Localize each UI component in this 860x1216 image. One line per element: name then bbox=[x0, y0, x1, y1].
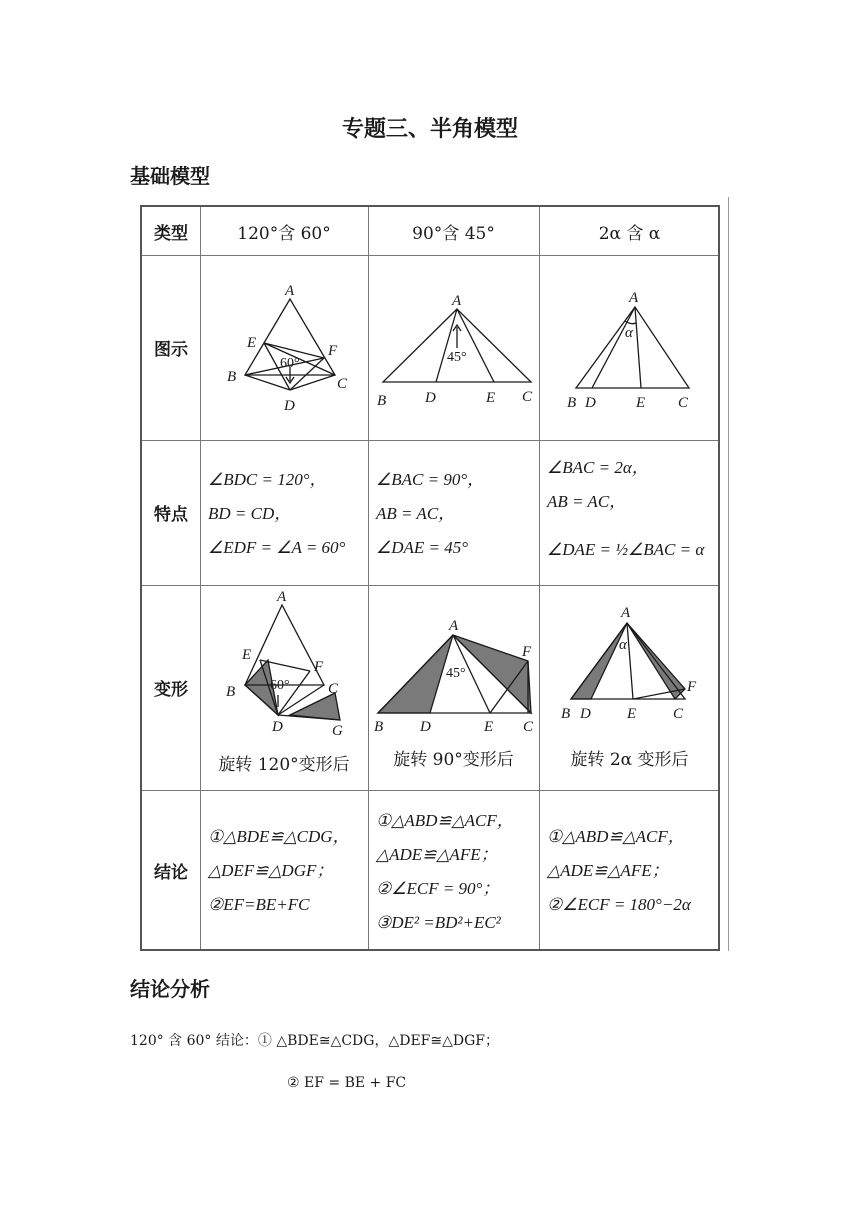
header-col3: 2α 含 α bbox=[598, 223, 661, 244]
label: A bbox=[277, 589, 287, 605]
diagram-90-45 bbox=[368, 255, 539, 440]
feature-line: ∠BDC = 120°， bbox=[208, 470, 327, 489]
row-label-features: 特点 bbox=[154, 505, 188, 525]
label: B bbox=[567, 395, 577, 411]
label: D bbox=[580, 706, 591, 722]
feature-line: AB = AC， bbox=[376, 504, 456, 523]
label: B bbox=[227, 369, 237, 385]
label: D bbox=[284, 398, 295, 414]
label: A bbox=[452, 293, 462, 309]
feature-line: ∠BAC = 2α， bbox=[547, 458, 649, 477]
feature-line: ∠DAE = ½∠BAC = α bbox=[547, 540, 705, 559]
label: B bbox=[226, 684, 236, 700]
label: C bbox=[523, 719, 534, 735]
conclusion-line: △DEF≌△DGF； bbox=[208, 861, 334, 880]
conclusion-col1 bbox=[200, 820, 368, 940]
conclusion-line: ②EF=BE+FC bbox=[208, 895, 310, 914]
variant-caption: 旋转 2α 变形后 bbox=[570, 750, 689, 770]
conclusion-line: ②∠ECF = 180°−2α bbox=[547, 895, 691, 914]
label: E bbox=[242, 647, 252, 663]
label: E bbox=[247, 335, 257, 351]
conclusion-line: ③DE² =BD²+EC² bbox=[376, 913, 501, 932]
label: 45° bbox=[447, 350, 467, 365]
section-heading-analysis: 结论分析 bbox=[130, 977, 210, 1001]
conclusion-line: ①△ABD≌△ACF， bbox=[547, 827, 685, 846]
label: F bbox=[687, 679, 697, 695]
header-col2: 90°含 45° bbox=[412, 223, 495, 244]
label: G bbox=[332, 723, 343, 739]
header-type: 类型 bbox=[154, 223, 188, 244]
section-heading-basic: 基础模型 bbox=[130, 164, 210, 188]
feature-line: ∠BAC = 90°， bbox=[376, 470, 485, 489]
label: C bbox=[328, 681, 339, 697]
feature-line: ∠DAE = 45° bbox=[376, 538, 469, 557]
label: D bbox=[585, 395, 596, 411]
label: α bbox=[625, 325, 633, 341]
label: A bbox=[285, 283, 295, 299]
model-table bbox=[140, 205, 720, 951]
label: B bbox=[561, 706, 571, 722]
label: A bbox=[629, 290, 639, 306]
label: C bbox=[337, 376, 348, 392]
conclusion-line: ②∠ECF = 90°； bbox=[376, 879, 500, 898]
diagram-2a-a bbox=[539, 255, 720, 440]
row-label-diagram: 图示 bbox=[154, 340, 188, 360]
label: D bbox=[425, 390, 436, 406]
conclusion-line: ①△BDE≌△CDG， bbox=[208, 827, 350, 846]
label: α bbox=[619, 637, 627, 653]
row-label-variant: 变形 bbox=[154, 680, 188, 700]
label: F bbox=[314, 659, 324, 675]
diagram-120-60 bbox=[200, 255, 368, 440]
analysis-line-2: ② EF = BE + FC bbox=[287, 1075, 407, 1091]
features-col3 bbox=[539, 451, 720, 581]
label: C bbox=[673, 706, 684, 722]
feature-line: AB = AC， bbox=[547, 492, 627, 511]
features-col1 bbox=[200, 463, 368, 583]
label: D bbox=[272, 719, 283, 735]
conclusion-line: ①△ABD≌△ACF， bbox=[376, 811, 514, 830]
label: A bbox=[621, 605, 631, 621]
feature-line: ∠EDF = ∠A = 60° bbox=[208, 538, 346, 557]
conclusion-col2 bbox=[368, 804, 539, 944]
label: F bbox=[328, 343, 338, 359]
analysis-line-1: 120° 含 60° 结论：① △BDE≅△CDG，△DEF≅△DGF； bbox=[130, 1033, 499, 1049]
label: D bbox=[420, 719, 431, 735]
label: F bbox=[522, 644, 532, 660]
page-title: 专题三、半角模型 bbox=[341, 117, 518, 142]
variant-diagram-120 bbox=[200, 585, 368, 790]
feature-line: BD = CD， bbox=[208, 504, 292, 523]
label: B bbox=[377, 393, 387, 409]
table-divider bbox=[142, 440, 718, 441]
label: 45° bbox=[446, 666, 466, 681]
label: 60° bbox=[280, 356, 300, 371]
header-col1: 120°含 60° bbox=[237, 223, 331, 244]
variant-caption: 旋转 120°变形后 bbox=[218, 755, 350, 775]
variant-diagram-2a bbox=[539, 585, 720, 790]
page-edge-line bbox=[728, 197, 729, 951]
label: C bbox=[522, 389, 533, 405]
conclusion-col3 bbox=[539, 820, 720, 940]
label: E bbox=[484, 719, 494, 735]
conclusion-line: △ADE≌△AFE； bbox=[376, 845, 498, 864]
label: B bbox=[374, 719, 384, 735]
conclusion-line: △ADE≌△AFE； bbox=[547, 861, 669, 880]
label: 60° bbox=[270, 678, 290, 693]
label: E bbox=[636, 395, 646, 411]
label: E bbox=[627, 706, 637, 722]
label: C bbox=[678, 395, 689, 411]
label: A bbox=[449, 618, 459, 634]
table-divider bbox=[142, 790, 718, 791]
features-col2 bbox=[368, 463, 539, 583]
row-label-conclusion: 结论 bbox=[154, 863, 188, 883]
label: E bbox=[486, 390, 496, 406]
variant-caption: 旋转 90°变形后 bbox=[393, 750, 514, 770]
variant-diagram-90 bbox=[368, 585, 539, 790]
